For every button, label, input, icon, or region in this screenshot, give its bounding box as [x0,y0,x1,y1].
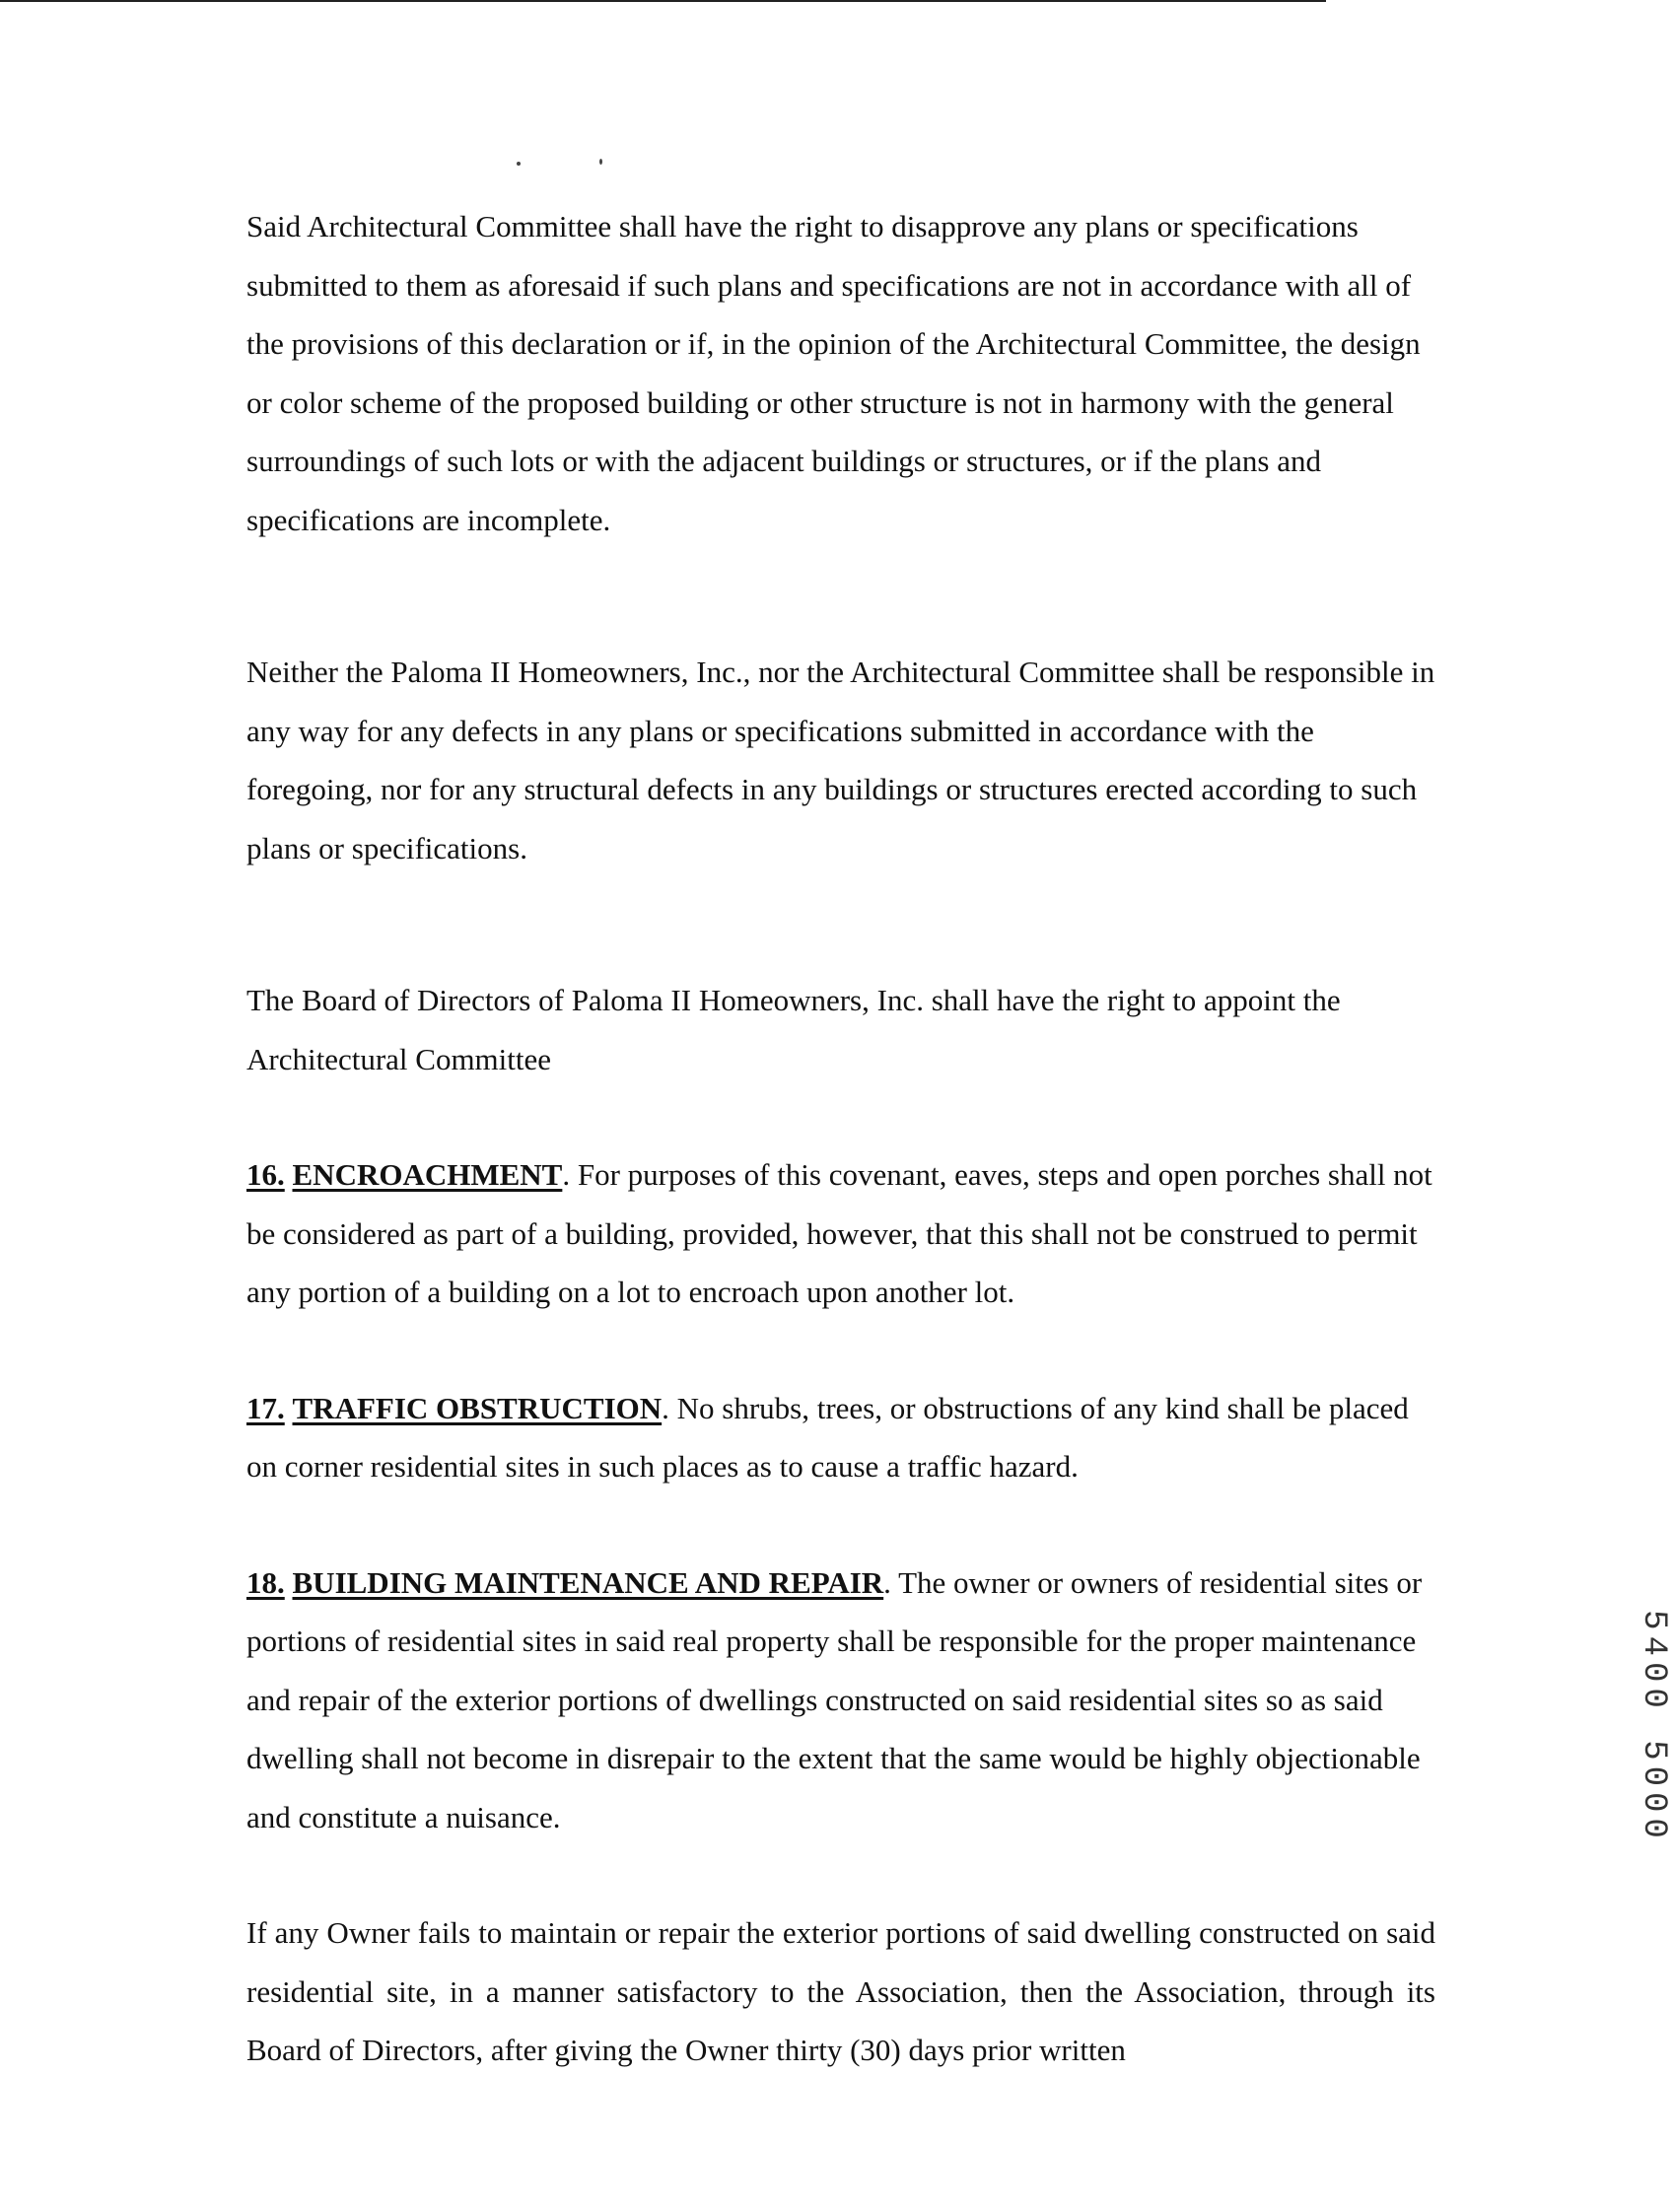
section-number: 17. [246,1390,285,1425]
section-16-encroachment [246,1145,1435,1322]
section-17-traffic-obstruction [246,1379,1435,1496]
section-title: TRAFFIC OBSTRUCTION [292,1390,663,1425]
section-body: . No shrubs, trees, or obstructions of any kind shall be placed on corner residential sites in such places as to cause a traffic hazard. [246,1390,1409,1484]
paragraph-owner-failure: If any Owner fails to maintain or repair the exterior portions of said dwelling constructed on said residential site, in a manner satisfactory to the Association, then the Association, through its Board of Directors, after giving the Owner thirty (30) days prior written [246,1915,1435,2067]
section-title: BUILDING MAINTENANCE AND REPAIR [292,1564,884,1600]
section-number: 16. [246,1157,285,1192]
scan-speck [599,159,602,165]
section-title: ENCROACHMENT [292,1157,563,1192]
scan-specks [513,158,611,168]
document-body [246,197,1435,2080]
section-body: . The owner or owners of residential sites or portions of residential sites in said real property shall be responsible for the proper maintenance and repair of the exterior portions of dwellings constructed on said residential sites so as said dwelling shall not become in disrepair to the extent that the same would be highly objectionable and constitute a nuisance. [246,1564,1423,1834]
paragraph-architectural-committee-disapproval: Said Architectural Committee shall have the right to disapprove any plans or specifications submitted to them as aforesaid if such plans and specifications are not in accordance with all of the provisions of this declaration or if, in the opinion of the Architectural Committee, the design or color scheme of the proposed building or other structure is not in harmony with the general surroundings of such lots or with the adjacent buildings or structures, or if the plans and specifications are incomplete. [246,209,1421,537]
paragraph-liability-disclaimer: Neither the Paloma II Homeowners, Inc., nor the Architectural Committee shall be responsible in any way for any defects in any plans or specifications submitted in accordance with the foregoing, nor for any structural defects in any buildings or structures erected according to such plans or specifications. [246,655,1435,865]
section-18-building-maintenance [246,1554,1435,1847]
scan-top-rule [0,0,1326,2]
scan-speck [517,162,521,166]
recording-stamp [1635,1589,1672,1865]
recording-stamp-text: 5400 5000 [1635,1610,1672,1844]
section-body: . For purposes of this covenant, eaves, steps and open porches shall not be considered as part of a building, provided, however, that this shall not be construed to permit any portion of a building on a lot to encroach upon another lot. [246,1157,1432,1309]
paragraph-board-appointment: The Board of Directors of Paloma II Homeowners, Inc. shall have the right to appoint the Architectural Committee [246,983,1341,1076]
section-number: 18. [246,1564,285,1600]
